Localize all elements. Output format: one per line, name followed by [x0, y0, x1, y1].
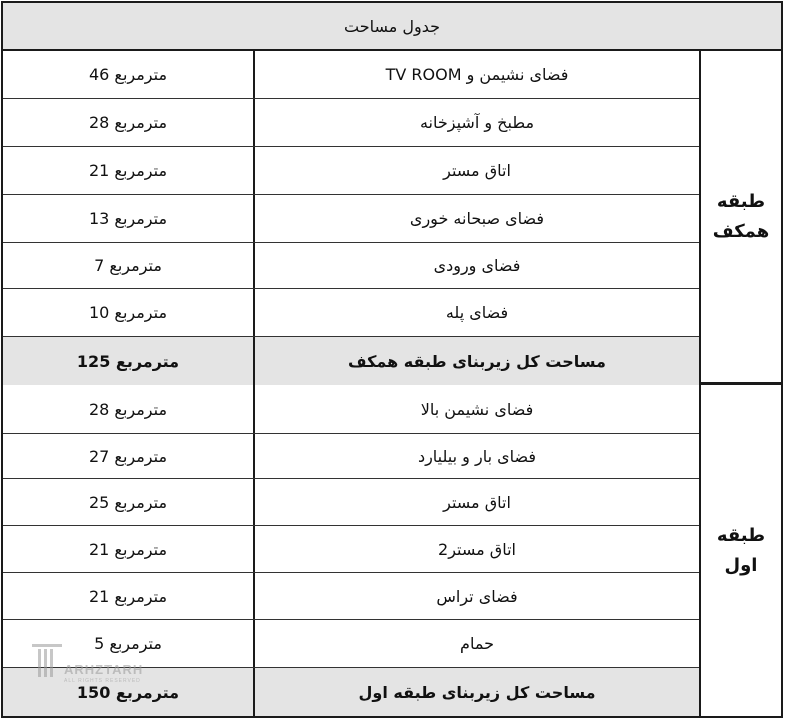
- total-value: مترمربع 150: [3, 668, 255, 716]
- table-row: [3, 289, 699, 337]
- area-value: مترمربع 10: [3, 289, 255, 336]
- floor-label-line2: همکف: [712, 220, 770, 242]
- floor-label-first: [699, 385, 781, 716]
- watermark-tagline: ALL RIGHTS RESERVED: [64, 678, 141, 684]
- room-name: اتاق مستر: [443, 492, 511, 512]
- room-name: فضای صبحانه خوری: [409, 209, 545, 228]
- area-value: مترمربع 27: [3, 434, 255, 478]
- table-row: [3, 385, 699, 434]
- area-value: مترمربع 25: [3, 479, 255, 525]
- room-name: فضای تراس: [436, 586, 518, 606]
- area-value: مترمربع 7: [3, 243, 255, 288]
- area-value: مترمربع 21: [3, 526, 255, 572]
- room-name: حمام: [460, 634, 494, 653]
- area-value: مترمربع 13: [3, 195, 255, 242]
- table-row: [3, 479, 699, 526]
- table-row: [3, 99, 699, 147]
- total-value: مترمربع 125: [3, 337, 255, 385]
- room-name: اتاق مستر: [443, 161, 511, 180]
- section-ground-floor: [3, 51, 781, 385]
- room-name: اتاق مستر2: [438, 539, 516, 559]
- table-row: [3, 434, 699, 479]
- room-name: فضای ورودی: [433, 256, 521, 275]
- total-label: مساحت کل زیربنای طبقه همکف: [348, 351, 606, 371]
- area-table: [1, 1, 783, 718]
- logo-icon: [30, 640, 64, 680]
- table-row: [3, 243, 699, 289]
- area-value: مترمربع 46: [3, 51, 255, 98]
- room-name: فضای نشیمن و TV ROOM: [385, 65, 569, 84]
- area-value: مترمربع 21: [3, 573, 255, 619]
- room-name: فضای پله: [445, 303, 509, 322]
- table-row: [3, 526, 699, 573]
- floor-label-line1: طبقه: [716, 190, 766, 212]
- area-value: مترمربع 28: [3, 385, 255, 433]
- watermark: [30, 640, 180, 690]
- room-name: فضای نشیمن بالا: [420, 399, 534, 419]
- table-row: [3, 51, 699, 99]
- floor-label-line1: طبقه: [716, 524, 766, 546]
- floor-label-ground: [699, 51, 781, 382]
- room-name: فضای بار و بیلیارد: [417, 446, 537, 466]
- total-row: [3, 337, 699, 385]
- table-row: [3, 147, 699, 195]
- area-value: مترمربع 28: [3, 99, 255, 146]
- total-label: مساحت کل زیربنای طبقه اول: [358, 682, 596, 702]
- floor-label-line2: اول: [724, 554, 758, 576]
- area-value: مترمربع 5: [3, 620, 255, 667]
- watermark-brand: ARHZTARH: [64, 662, 144, 677]
- area-value: مترمربع 21: [3, 147, 255, 194]
- table-row: [3, 195, 699, 243]
- table-title: جدول مساحت: [3, 3, 781, 51]
- room-name: مطبخ و آشپزخانه: [419, 113, 535, 132]
- table-row: [3, 573, 699, 620]
